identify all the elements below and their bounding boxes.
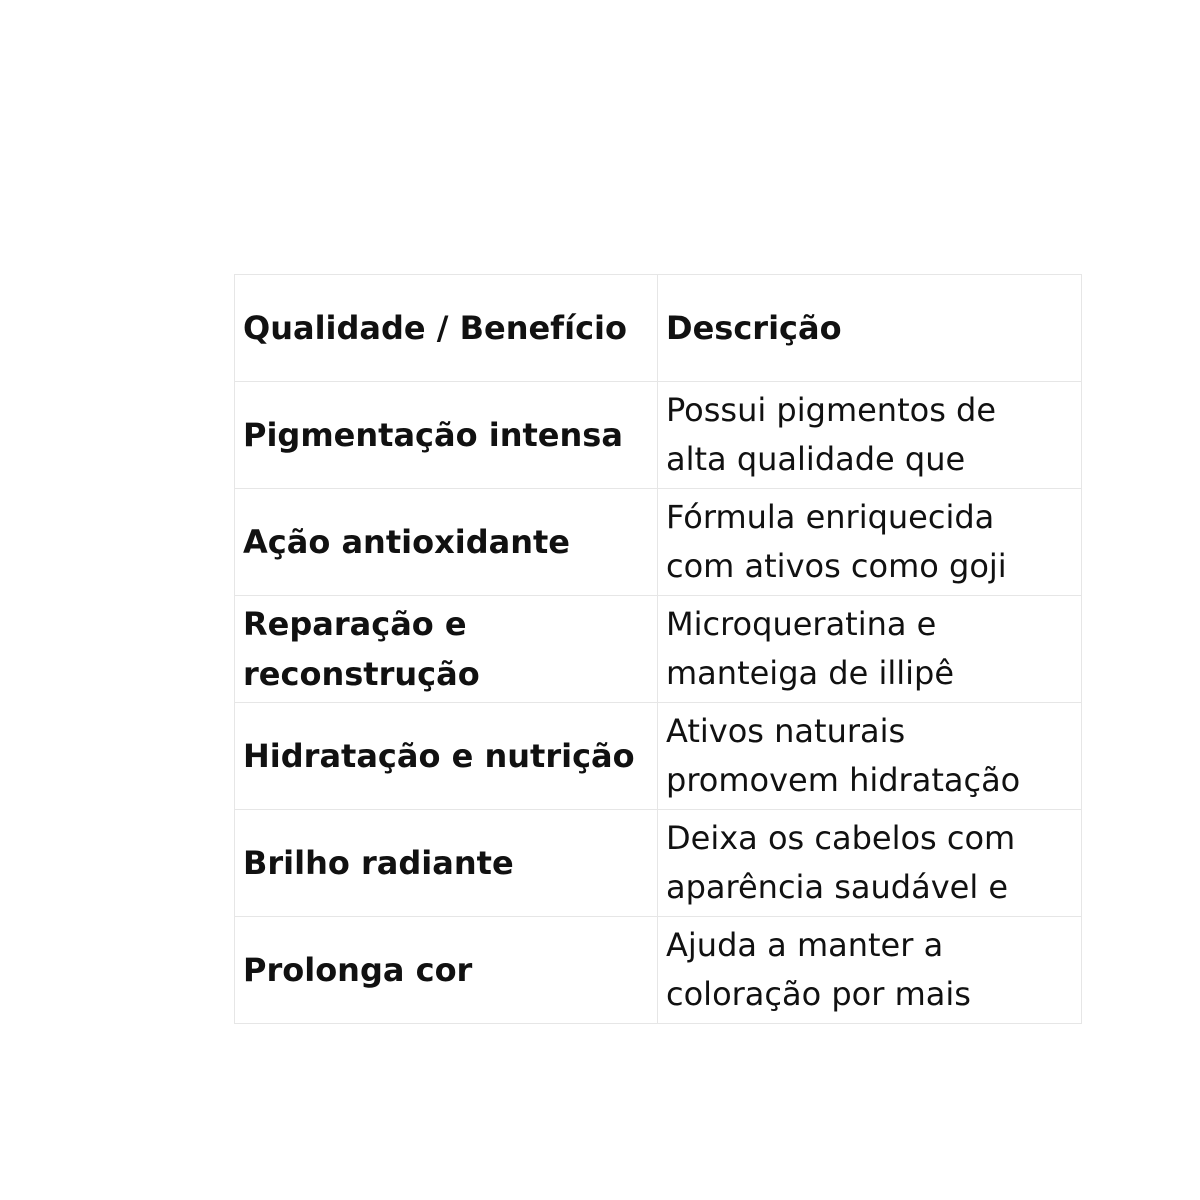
quality-cell: Reparação e reconstrução	[235, 596, 658, 703]
header-description: Descrição	[658, 275, 1082, 382]
description-line: manteiga de illipê	[666, 654, 955, 692]
header-quality: Qualidade / Benefício	[235, 275, 658, 382]
description-line: aparência saudável e	[666, 868, 1009, 906]
description-cell	[658, 382, 1082, 489]
quality-cell: Ação antioxidante	[235, 489, 658, 596]
quality-cell: Hidratação e nutrição	[235, 703, 658, 810]
description-line: alta qualidade que	[666, 440, 966, 478]
header-row	[235, 275, 1082, 382]
description-line: Fórmula enriquecida	[666, 498, 995, 536]
table-row	[235, 382, 1082, 489]
table-row	[235, 703, 1082, 810]
table-row	[235, 810, 1082, 917]
description-line: com ativos como goji	[666, 547, 1007, 585]
description-cell	[658, 489, 1082, 596]
description-line: Ajuda a manter a	[666, 926, 944, 964]
benefits-table	[234, 274, 1082, 1024]
description-cell	[658, 810, 1082, 917]
description-line: Deixa os cabelos com	[666, 819, 1016, 857]
description-line: Possui pigmentos de	[666, 391, 997, 429]
description-cell	[658, 596, 1082, 703]
description-cell	[658, 917, 1082, 1024]
quality-cell: Pigmentação intensa	[235, 382, 658, 489]
table-row	[235, 596, 1082, 703]
description-line: promovem hidratação	[666, 761, 1021, 799]
table-body	[235, 382, 1082, 1024]
quality-cell: Prolonga cor	[235, 917, 658, 1024]
description-line: Ativos naturais	[666, 712, 906, 750]
quality-cell: Brilho radiante	[235, 810, 658, 917]
table-row	[235, 917, 1082, 1024]
description-cell	[658, 703, 1082, 810]
description-line: Microqueratina e	[666, 605, 937, 643]
table-header	[235, 275, 1082, 382]
table-row	[235, 489, 1082, 596]
description-line: coloração por mais	[666, 975, 971, 1013]
